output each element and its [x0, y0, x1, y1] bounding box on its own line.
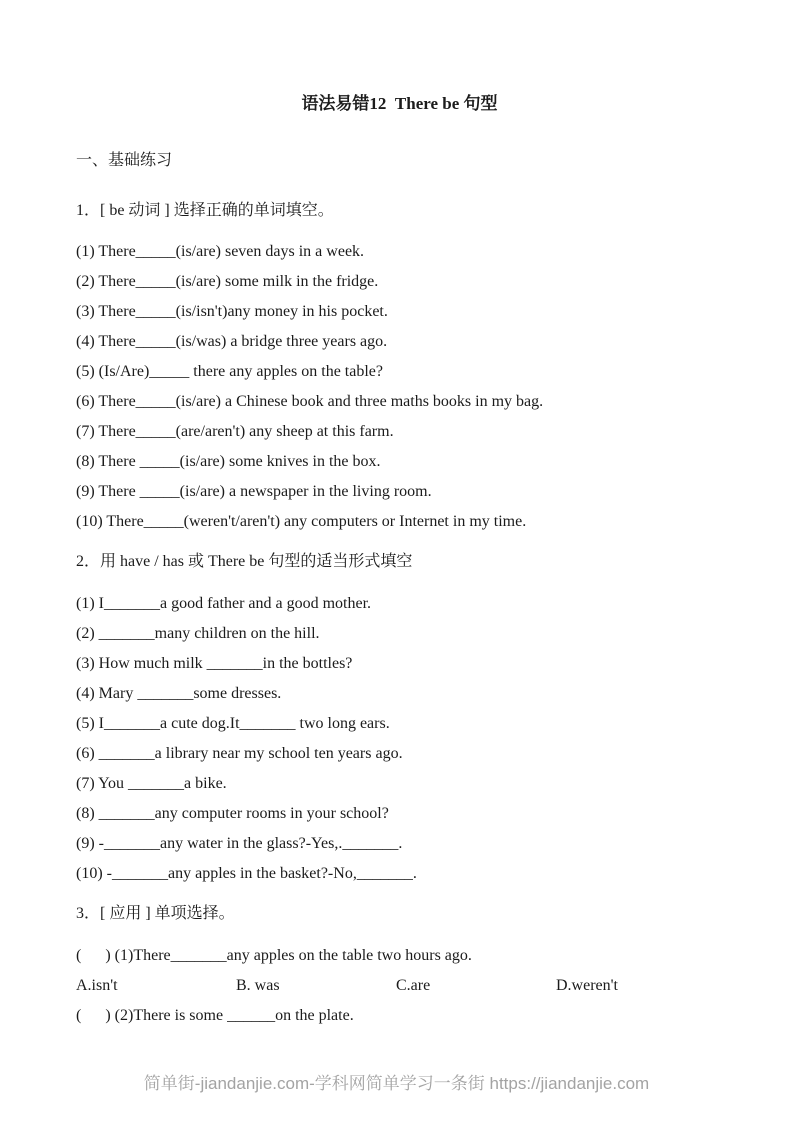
q1-item-6: (6) There_____(is/are) a Chinese book and three maths books in my bag. [76, 393, 544, 410]
q2-item-4: (4) Mary _______some dresses. [76, 685, 282, 702]
worksheet-title: 语法易错12 There be 句型 [301, 94, 498, 113]
q3-heading: 3．[ 应用 ] 单项选择。 [76, 905, 235, 922]
q1-item-1: (1) There_____(is/are) seven days in a week. [76, 243, 365, 260]
q1-item-7: (7) There_____(are/aren't) any sheep at this farm. [76, 423, 394, 440]
q1-item-10: (10) There_____(weren't/aren't) any computers or Internet in my time. [76, 513, 527, 530]
q1-item-8: (8) There _____(is/are) some knives in the box. [76, 453, 381, 470]
q3-items [76, 941, 723, 1031]
q2-item-2: (2) _______many children on the hill. [76, 625, 320, 642]
q2-item-3: (3) How much milk _______in the bottles? [76, 655, 353, 672]
q3-stem-1: ( ) (1)There_______any apples on the table two hours ago. [76, 947, 472, 964]
q3-option-c: C.are [396, 977, 431, 994]
q2-item-8: (8) _______any computer rooms in your school? [76, 805, 389, 822]
q1-item-2: (2) There_____(is/are) some milk in the fridge. [76, 273, 379, 290]
q2-items [76, 589, 723, 889]
q3-option-d: D.weren't [556, 977, 618, 994]
q1-item-3: (3) There_____(is/isn't)any money in his pocket. [76, 303, 388, 320]
q1-heading: 1．[ be 动词 ] 选择正确的单词填空。 [76, 202, 334, 219]
q2-item-5: (5) I_______a cute dog.It_______ two long ears. [76, 715, 390, 732]
q1-item-9: (9) There _____(is/are) a newspaper in the living room. [76, 483, 432, 500]
q3-option-a: A.isn't [76, 977, 118, 994]
q3-options-row [76, 971, 723, 1001]
q2-item-10: (10) -_______any apples in the basket?-No,_______. [76, 865, 417, 882]
q1-item-5: (5) (Is/Are)_____ there any apples on the table? [76, 363, 383, 380]
q1-items [76, 237, 723, 537]
part1-heading: 一、基础练习 [76, 152, 173, 169]
q3-stem-2: ( ) (2)There is some ______on the plate. [76, 1007, 354, 1024]
q2-item-9: (9) -_______any water in the glass?-Yes,._______. [76, 835, 403, 852]
q2-item-7: (7) You _______a bike. [76, 775, 227, 792]
q2-item-6: (6) _______a library near my school ten years ago. [76, 745, 403, 762]
q2-heading: 2．用 have / has 或 There be 句型的适当形式填空 [76, 553, 413, 570]
footer-watermark: 简单街-jiandanjie.com-学科网简单学习一条街 https://jiandanjie.com [143, 1074, 650, 1093]
q2-item-1: (1) I_______a good father and a good mother. [76, 595, 372, 612]
q1-item-4: (4) There_____(is/was) a bridge three years ago. [76, 333, 388, 350]
q3-option-b: B. was [236, 977, 280, 994]
